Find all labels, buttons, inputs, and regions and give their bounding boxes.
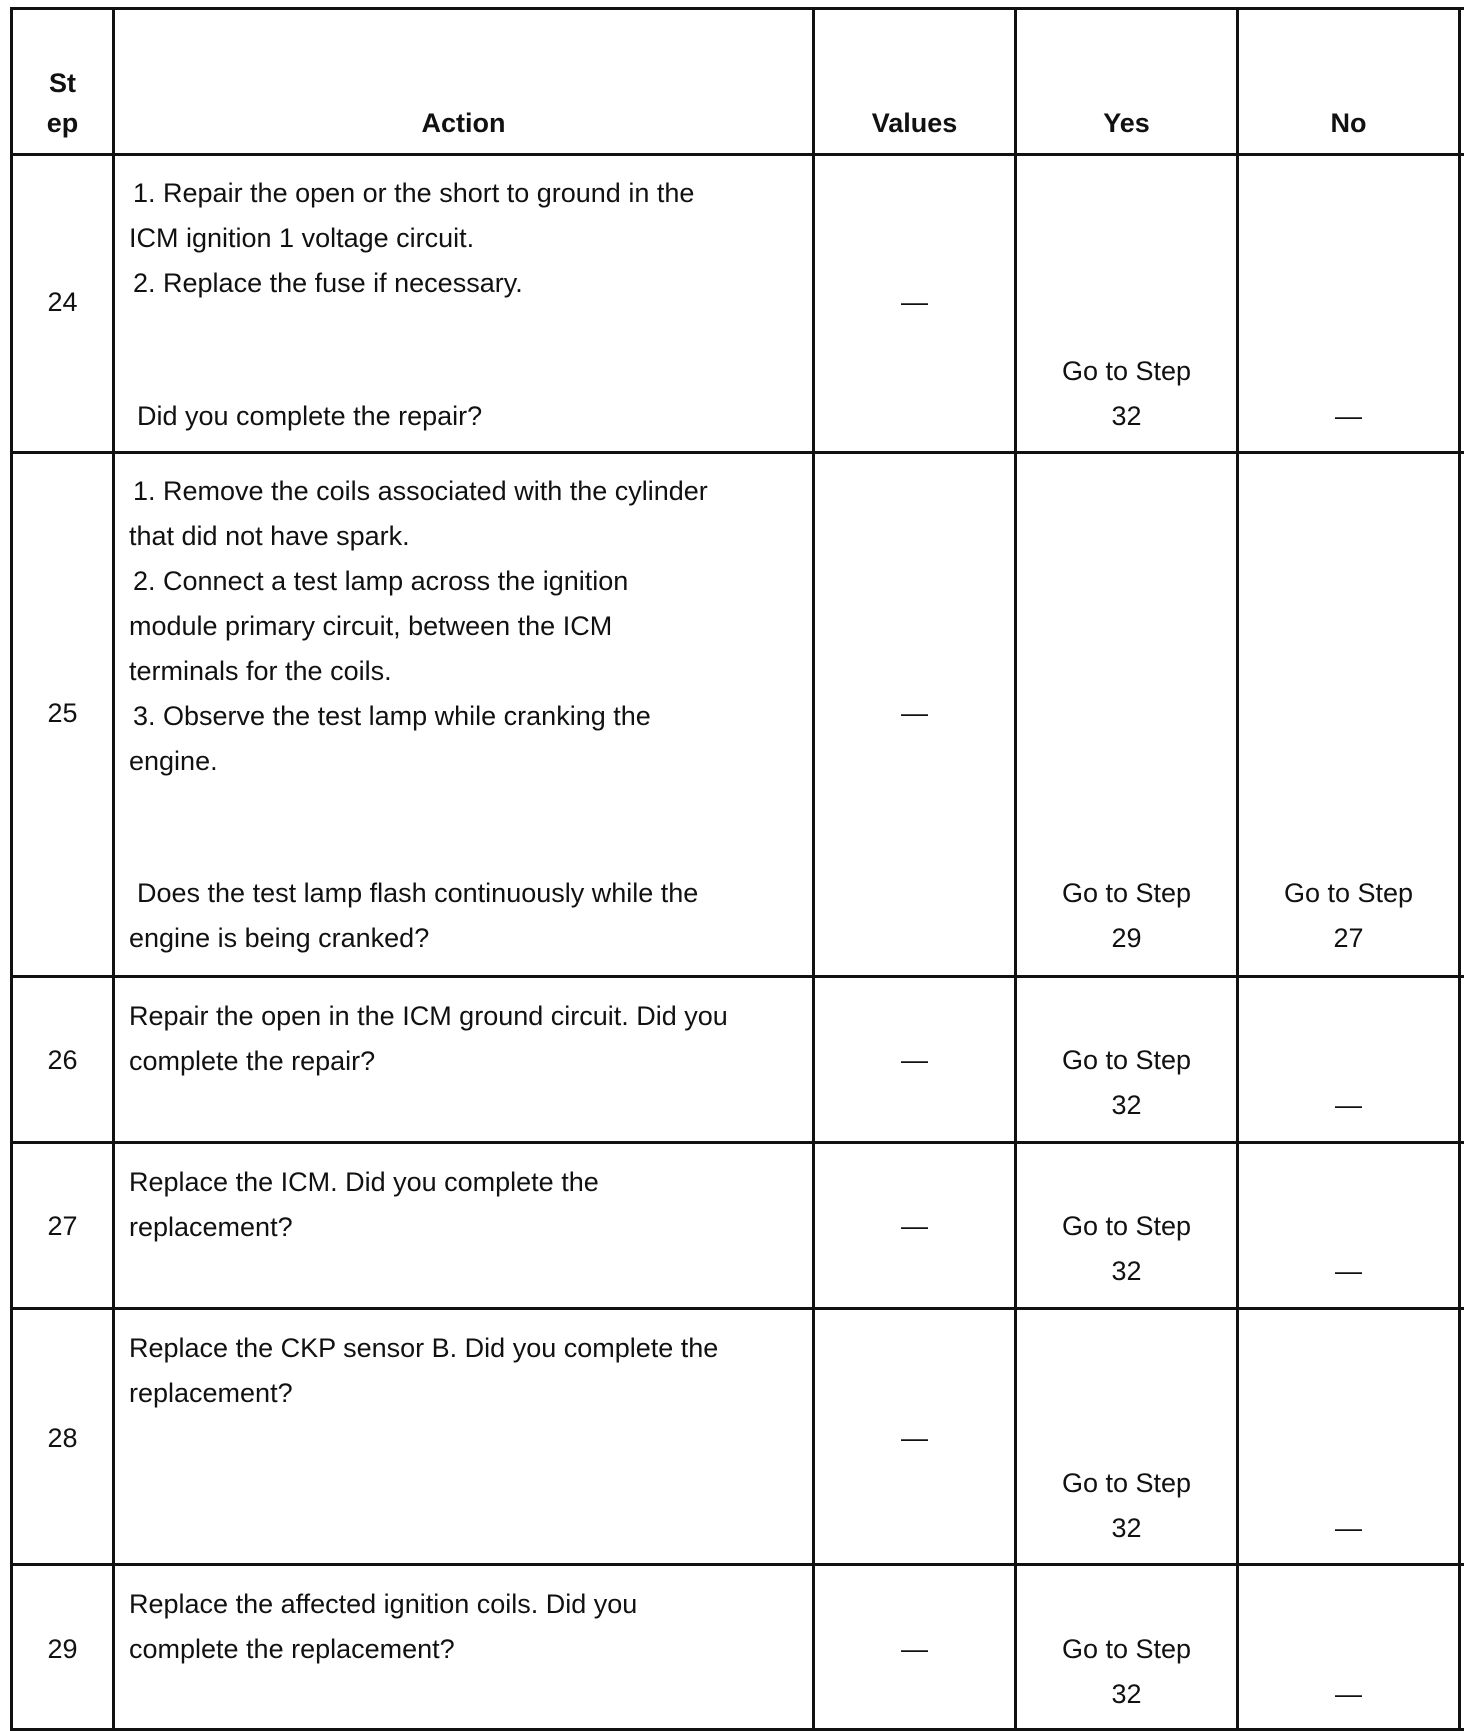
yes-goto-text: Go to Step [1061,1468,1192,1498]
header-step-line-1: St [49,68,76,98]
action-question: engine is being cranked? [129,923,430,953]
header-bottom-rule [10,153,1464,156]
value-cell: — [901,287,928,317]
no-goto-step: 27 [1333,923,1364,953]
action-line: Replace the CKP sensor B. Did you complete the [129,1333,719,1363]
action-line: 3. Observe the test lamp while cranking the [133,701,651,731]
yes-goto-text: Go to Step [1061,1211,1192,1241]
step-number: 27 [47,1211,78,1241]
yes-goto-text: Go to Step [1061,356,1192,386]
action-line: complete the replacement? [129,1634,455,1664]
action-line: 1. Repair the open or the short to ground in the [133,178,695,208]
action-line: Replace the ICM. Did you complete the [129,1167,599,1197]
header-values: Values [871,108,958,138]
header-step-line-2: ep [46,108,79,138]
step-number: 24 [47,287,78,317]
yes-goto-step: 32 [1111,1679,1142,1709]
step-number: 25 [47,698,78,728]
row-26-bottom-rule [10,1141,1464,1144]
action-line: terminals for the coils. [129,656,392,686]
step-number: 29 [47,1634,78,1664]
row-24-bottom-rule [10,451,1464,454]
step-column-rule [112,7,115,1731]
value-cell: — [901,1211,928,1241]
step-number: 28 [47,1423,78,1453]
header-action: Action [421,108,506,138]
action-line: engine. [129,746,218,776]
action-line: 1. Remove the coils associated with the cylinder [133,476,708,506]
no-cell: — [1335,1513,1362,1543]
action-line: Repair the open in the ICM ground circuit. Did you [129,1001,728,1031]
value-cell: — [901,1634,928,1664]
yes-goto-text: Go to Step [1061,878,1192,908]
yes-goto-step: 32 [1111,1090,1142,1120]
table-top-border [10,7,1464,10]
action-line: 2. Replace the fuse if necessary. [133,268,523,298]
yes-goto-step: 32 [1111,1513,1142,1543]
no-cell: — [1335,401,1362,431]
no-cell: — [1335,1256,1362,1286]
yes-column-rule [1236,7,1239,1731]
yes-goto-text: Go to Step [1061,1634,1192,1664]
yes-goto-step: 32 [1111,401,1142,431]
row-28-bottom-rule [10,1563,1464,1566]
action-line: 2. Connect a test lamp across the ignition [133,566,629,596]
row-25-bottom-rule [10,975,1464,978]
no-cell: — [1335,1679,1362,1709]
action-column-rule [812,7,815,1731]
action-line: complete the repair? [129,1046,376,1076]
action-line: Replace the affected ignition coils. Did you [129,1589,638,1619]
action-line: that did not have spark. [129,521,410,551]
row-27-bottom-rule [10,1307,1464,1310]
action-question: Does the test lamp flash continuously while the [137,878,699,908]
table-right-border [1458,7,1461,1731]
action-line: ICM ignition 1 voltage circuit. [129,223,475,253]
no-cell: — [1335,1090,1362,1120]
action-question: Did you complete the repair? [137,401,483,431]
yes-goto-text: Go to Step [1061,1045,1192,1075]
action-line: replacement? [129,1378,293,1408]
action-line: module primary circuit, between the ICM [129,611,613,641]
value-cell: — [901,1045,928,1075]
step-number: 26 [47,1045,78,1075]
value-cell: — [901,698,928,728]
action-line: replacement? [129,1212,293,1242]
no-goto-text: Go to Step [1283,878,1414,908]
yes-goto-step: 32 [1111,1256,1142,1286]
yes-goto-step: 29 [1111,923,1142,953]
value-cell: — [901,1423,928,1453]
header-no: No [1330,108,1367,138]
table-left-border [10,7,13,1731]
header-yes: Yes [1103,108,1150,138]
